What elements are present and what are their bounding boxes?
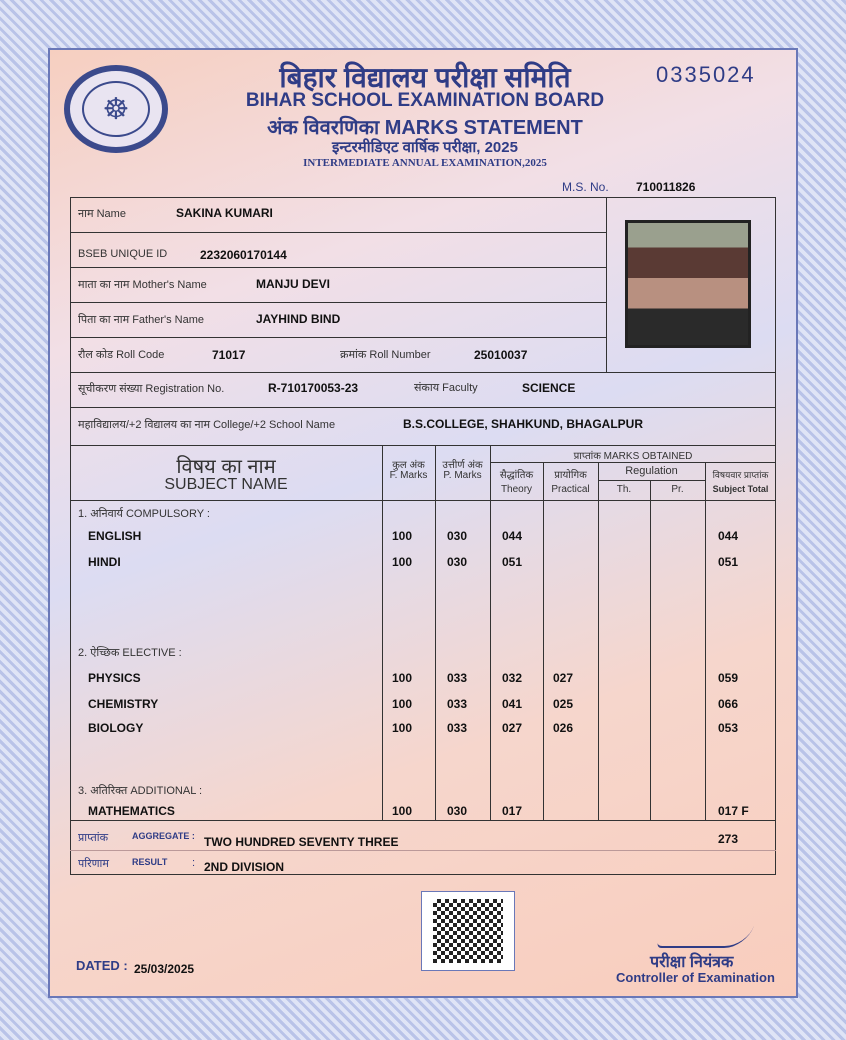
registration-label: सूचीकरण संख्या Registration No. <box>78 383 225 395</box>
marks-cell-p: 030 <box>447 529 468 543</box>
marks-cell-subject: ENGLISH <box>88 529 142 543</box>
result-label: RESULT <box>132 857 168 867</box>
marks-obtained-header: प्राप्तांक MARKS OBTAINED <box>573 451 693 462</box>
uid-label: BSEB UNIQUE ID <box>78 248 168 260</box>
aggregate-words: TWO HUNDRED SEVENTY THREE <box>204 835 399 849</box>
aggregate-total: 273 <box>718 832 739 846</box>
college-name: B.S.COLLEGE, SHAHKUND, BHAGALPUR <box>403 417 644 431</box>
marks-cell-total: 017 F <box>718 804 749 818</box>
practical-header-hindi: प्रायोगिक <box>554 470 587 481</box>
theory-header: Theory <box>500 484 533 495</box>
f-marks-header-hindi: कुल अंक <box>392 460 425 471</box>
result-division: 2ND DIVISION <box>204 860 285 874</box>
result-label-hindi: परिणाम <box>78 858 109 870</box>
marks-cell-total: 059 <box>718 671 739 685</box>
father-label: पिता का नाम Father's Name <box>78 314 205 326</box>
dated-label: DATED : <box>76 958 128 973</box>
aggregate-label-hindi: प्राप्तांक <box>78 832 109 844</box>
regulation-header: Regulation <box>625 465 678 477</box>
marks-cell-total: 044 <box>718 529 739 543</box>
marks-cell-f: 100 <box>392 804 413 818</box>
qr-code <box>421 891 515 971</box>
marks-cell-practical: 027 <box>553 671 574 685</box>
marks-cell-theory: 051 <box>502 555 523 569</box>
student-photo <box>625 220 751 348</box>
section-label: 2. ऐच्छिक ELECTIVE : <box>78 647 182 659</box>
section-label: 3. अतिरिक्त ADDITIONAL : <box>78 785 203 797</box>
issue-date: 25/03/2025 <box>134 962 195 976</box>
subject-header-hindi: विषय का नाम <box>176 456 276 478</box>
section-label: 1. अनिवार्य COMPULSORY : <box>78 508 210 520</box>
marks-cell-total: 053 <box>718 721 739 735</box>
marks-cell-subject: CHEMISTRY <box>88 697 159 711</box>
roll-number-label: क्रमांक Roll Number <box>340 349 431 361</box>
f-marks-header: F. Marks <box>389 470 428 481</box>
marks-cell-theory: 044 <box>502 529 523 543</box>
marks-cell-p: 033 <box>447 697 468 711</box>
exam-hindi: इन्टरमीडिएट वार्षिक परीक्षा, 2025 <box>332 139 518 156</box>
ms-number: 710011826 <box>636 180 696 194</box>
subject-total-header-hindi: विषयवार प्राप्तांक <box>712 470 769 480</box>
marks-cell-f: 100 <box>392 697 413 711</box>
board-title: BIHAR SCHOOL EXAMINATION BOARD <box>245 90 605 111</box>
marks-cell-total: 066 <box>718 697 739 711</box>
student-name: SAKINA KUMARI <box>176 206 273 220</box>
regulation-th-header: Th. <box>616 484 632 495</box>
subject-header: SUBJECT NAME <box>164 476 288 493</box>
board-title-hindi: बिहार विद्यालय परीक्षा समिति <box>279 62 571 93</box>
marks-cell-theory: 027 <box>502 721 523 735</box>
board-seal-logo: ☸ <box>64 65 168 153</box>
marks-cell-subject: PHYSICS <box>88 671 141 685</box>
marks-cell-f: 100 <box>392 555 413 569</box>
roll-number: 25010037 <box>474 348 528 362</box>
statement-title: MARKS STATEMENT <box>384 117 583 139</box>
roll-code-label: रौल कोड Roll Code <box>78 349 165 361</box>
mother-label: माता का नाम Mother's Name <box>78 279 207 291</box>
marks-cell-subject: HINDI <box>88 555 121 569</box>
aggregate-label: AGGREGATE : <box>132 831 195 841</box>
mother-name: MANJU DEVI <box>256 277 331 291</box>
name-label: नाम Name <box>78 208 126 220</box>
father-name: JAYHIND BIND <box>256 312 341 326</box>
faculty: SCIENCE <box>522 381 576 395</box>
registration-number: R-710170053-23 <box>268 381 359 395</box>
marks-cell-theory: 017 <box>502 804 523 818</box>
p-marks-header-hindi: उत्तीर्ण अंक <box>442 460 483 471</box>
marks-cell-p: 030 <box>447 804 468 818</box>
marks-cell-p: 033 <box>447 721 468 735</box>
subject-total-header: Subject Total <box>712 484 769 494</box>
marks-cell-practical: 026 <box>553 721 574 735</box>
controller-title: Controller of Examination <box>616 970 775 985</box>
marks-cell-f: 100 <box>392 721 413 735</box>
theory-header-hindi: सैद्धांतिक <box>499 470 534 481</box>
statement-hindi: अंक विवरणिका <box>267 117 380 139</box>
p-marks-header: P. Marks <box>443 470 482 481</box>
regulation-pr-header: Pr. <box>671 484 684 495</box>
marks-cell-practical: 025 <box>553 697 574 711</box>
ms-label: M.S. No. <box>562 180 609 194</box>
marks-cell-p: 030 <box>447 555 468 569</box>
marks-cell-theory: 032 <box>502 671 523 685</box>
result-separator: : <box>192 857 196 869</box>
faculty-label: संकाय Faculty <box>414 382 478 394</box>
college-label: महाविद्यालय/+2 विद्यालय का नाम College/+2 School Name <box>78 419 336 431</box>
controller-title-hindi: परीक्षा नियंत्रक <box>650 954 734 971</box>
marks-cell-subject: MATHEMATICS <box>88 804 175 818</box>
marks-cell-total: 051 <box>718 555 739 569</box>
marks-cell-theory: 041 <box>502 697 523 711</box>
serial-number: 0335024 <box>656 62 756 87</box>
marks-cell-p: 033 <box>447 671 468 685</box>
marks-cell-subject: BIOLOGY <box>88 721 144 735</box>
exam-title: INTERMEDIATE ANNUAL EXAMINATION,2025 <box>303 157 547 169</box>
unique-id: 2232060170144 <box>200 248 287 262</box>
marks-cell-f: 100 <box>392 529 413 543</box>
practical-header: Practical <box>551 484 590 495</box>
marks-cell-f: 100 <box>392 671 413 685</box>
roll-code: 71017 <box>212 348 246 362</box>
